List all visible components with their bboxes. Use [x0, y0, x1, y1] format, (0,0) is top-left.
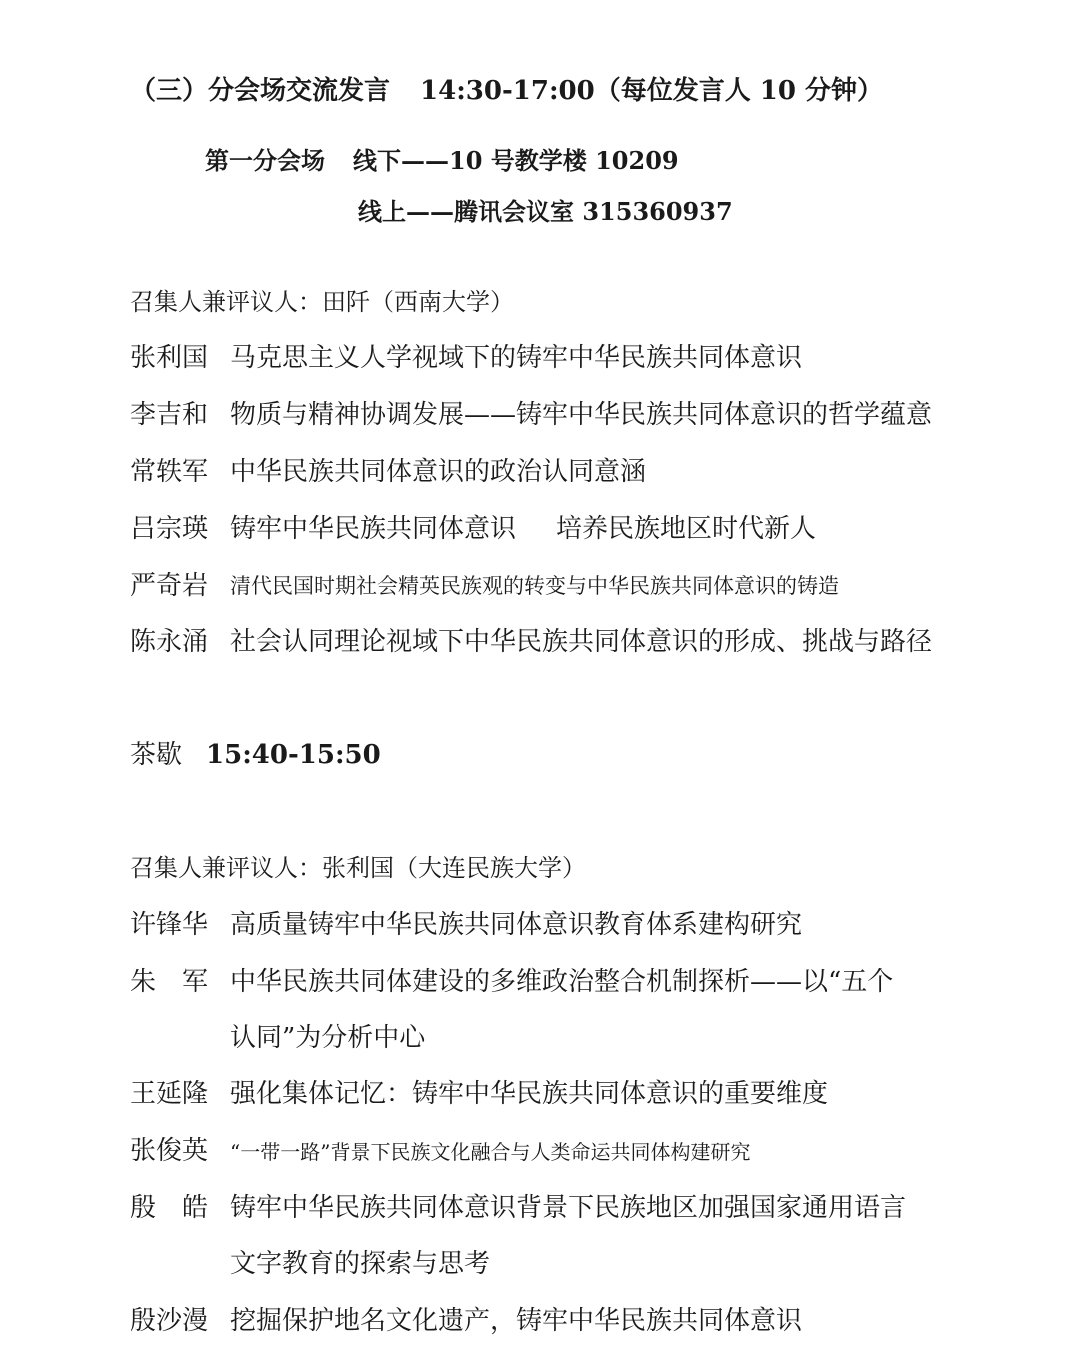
speaker-name: 李吉和: [130, 400, 209, 430]
session1-convener: 召集人兼评议人：田阡（西南大学）: [130, 288, 514, 316]
speaker-name: 陈永涌: [130, 627, 209, 657]
tea-break: [130, 742, 381, 768]
venue-name: 第一分会场: [205, 146, 325, 175]
talk-title: 清代民国时期社会精英民族观的转变与中华民族共同体意识的铸造: [230, 574, 839, 598]
speaker-name: 常轶军: [130, 457, 209, 487]
speaker-name: 张利国: [130, 343, 209, 373]
tea-break-time: 15:40-15:50: [206, 740, 381, 770]
venue-online: 线上——腾讯会议室 315360937: [358, 197, 733, 226]
speaker-name: 严奇岩: [130, 571, 209, 601]
speaker-name: 朱 军: [130, 967, 209, 997]
venue-offline: 线下——10 号教学楼 10209: [353, 146, 679, 175]
speaker-name: 许锋华: [130, 910, 209, 940]
talk-title: 中华民族共同体建设的多维政治整合机制探析——以“五个: [230, 967, 894, 997]
section-heading: [130, 78, 883, 104]
talk-title-continuation: 认同”为分析中心: [230, 1023, 426, 1053]
talk-title: 马克思主义人学视域下的铸牢中华民族共同体意识: [230, 343, 803, 373]
talk-title: 挖掘保护地名文化遗产，铸牢中华民族共同体意识: [230, 1306, 803, 1336]
speaker-name: 王延隆: [130, 1079, 209, 1109]
talk-title-continuation: 文字教育的探索与思考: [230, 1249, 491, 1279]
tea-break-label: 茶歇: [130, 740, 183, 770]
speaker-name: 张俊英: [130, 1136, 209, 1166]
session2-convener: 召集人兼评议人：张利国（大连民族大学）: [130, 854, 586, 882]
speaker-name: 殷沙漫: [130, 1306, 209, 1336]
talk-title: 强化集体记忆：铸牢中华民族共同体意识的重要维度: [230, 1079, 829, 1109]
talk-title: [230, 516, 816, 542]
talk-title-part-b: 培养民族地区时代新人: [556, 514, 817, 544]
talk-title: 中华民族共同体意识的政治认同意涵: [230, 457, 647, 487]
speaker-name: 吕宗瑛: [130, 514, 209, 544]
speaker-name: 殷 皓: [130, 1193, 209, 1223]
talk-title: 社会认同理论视域下中华民族共同体意识的形成、挑战与路径: [230, 627, 933, 657]
section-heading-time: 14:30-17:00（每位发言人 10 分钟）: [420, 76, 884, 106]
talk-title: 铸牢中华民族共同体意识背景下民族地区加强国家通用语言: [230, 1193, 907, 1223]
talk-title: 物质与精神协调发展——铸牢中华民族共同体意识的哲学蕴意: [230, 400, 933, 430]
section-heading-label: （三）分会场交流发言: [130, 76, 391, 106]
talk-title: 高质量铸牢中华民族共同体意识教育体系建构研究: [230, 910, 803, 940]
talk-title: “一带一路”背景下民族文化融合与人类命运共同体构建研究: [230, 1140, 751, 1164]
talk-title-part-a: 铸牢中华民族共同体意识: [230, 514, 517, 544]
venue-offline-line: [205, 146, 679, 175]
